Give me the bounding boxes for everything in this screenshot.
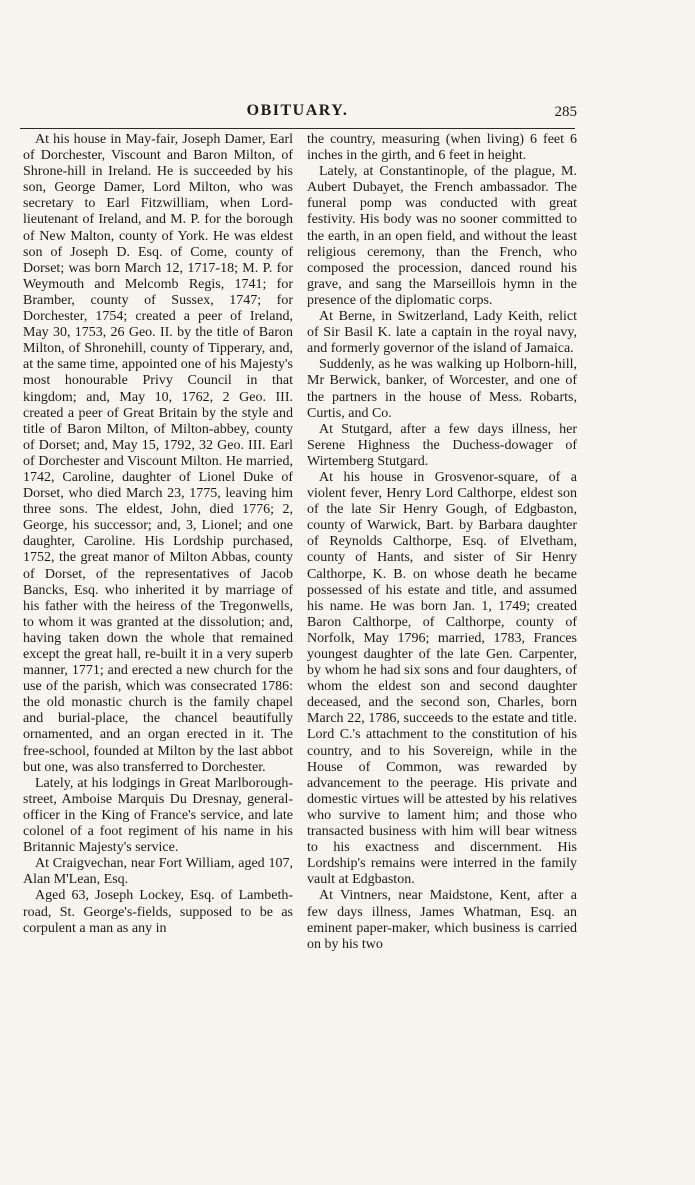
obituary-entry-mlean: At Craigvechan, near Fort William, aged 107, Alan M'Lean, Esq. [23, 856, 293, 888]
obituary-entry-lockey: Aged 63, Joseph Lockey, Esq. of Lambeth-road, St. George's-fields, supposed to be as corpulent a man as any in [23, 888, 293, 936]
obituary-entry-berwick: Suddenly, as he was walking up Holborn-hill, Mr Berwick, banker, of Worcester, and one of the partners in the house of Mess. Robarts, Curtis, and Co. [307, 357, 577, 421]
obituary-entry-duchess-wirtemberg: At Stutgard, after a few days illness, her Serene Highness the Duchess-dowager of Wirtemberg Stutgard. [307, 421, 577, 469]
obituary-entry-damer: At his house in May-fair, Joseph Damer, Earl of Dorchester, Viscount and Baron Milton, of Shrone-hill in Ireland. He is succeeded by his son, George Damer, Lord Milton, who was secretary to Earl Fitzwilliam, when Lord-lieutenant of Ireland, and M. P. for the borough of New Malton, county of York. He was eldest son of Joseph D. Esq. of Come, county of Dorset; was born March 12, 1717-18; M. P. for Weymouth and Melcomb Regis, 1741; for Bramber, county of Sussex, 1747; for Dorchester, 1754; created a peer of Ireland, May 30, 1753, 26 Geo. II. by the title of Baron Milton, of Shronehill, county of Tipperary, and, at the same time, appointed one of his Majesty's most honourable Privy Council in that kingdom; and, May 10, 1762, 2 Geo. III. created a peer of Great Britain by the style and title of Baron Milton, of Milton-abbey, county of Dorset; and, May 15, 1792, 32 Geo. III. Earl of Dorchester and Viscount Milton. He married, 1742, Caroline, daughter of Lionel Duke of Dorset, who died March 23, 1775, leaving him three sons. The eldest, John, died 1776; 2, George, his successor; and, 3, Lionel; and one daughter, Caroline. His Lordship purchased, 1752, the great manor of Milton Abbas, county of Dorset, of the representatives of Jacob Bancks, Esq. who inherited it by marriage of his father with the heiress of the Tregonwells, to whom it was granted at the dissolution; and, having taken down the whole that remained except the great hall, re-built it in a very superb manner, 1771; and erected a new church for the use of the parish, which was consecrated 1786: the old monastic church is the family chapel and burial-place, the chancel beautifully ornamented, and an organ erected in it. The free-school, founded at Milton by the last abbot but one, was also transferred to Dorchester. [23, 132, 293, 775]
right-column [307, 132, 577, 953]
obituary-entry-lockey-continued: the country, measuring (when living) 6 feet 6 inches in the girth, and 6 feet in height. [307, 132, 577, 164]
obituary-entry-whatman: At Vintners, near Maidstone, Kent, after a few days illness, James Whatman, Esq. an eminent paper-maker, which business is carried on by his two [307, 888, 577, 952]
obituary-entry-calthorpe: At his house in Grosvenor-square, of a violent fever, Henry Lord Calthorpe, eldest son of the late Sir Henry Gough, of Edgbaston, county of Warwick, Bart. by Barbara daughter of Reynolds Calthorpe, Esq. of Elvetham, county of Hants, and sister of Sir Henry Calthorpe, K. B. on whose death he became possessed of his estate and title, and assumed his name. He was born Jan. 1, 1749; created Baron Calthorpe, of Calthorpe, county of Norfolk, May 1796; married, 1783, Frances youngest daughter of the late Gen. Carpenter, by whom he had six sons and four daughters, of whom the eldest son and second daughter deceased, and the second son, Charles, born March 22, 1786, succeeds to the estate and title. Lord C.'s attachment to the constitution of his country, and to his Sovereign, while in the House of Common, was rewarded by advancement to the peerage. His private and domestic virtues will be attested by his relatives who survive to lament him; and those who transacted business with him will bear witness to his exactness and discernment. His Lordship's remains were interred in the family vault at Edgbaston. [307, 469, 577, 888]
obituary-entry-du-dresnay: Lately, at his lodgings in Great Marlborough-street, Amboise Marquis Du Dresnay, general-officer in the King of France's service, and late colonel of a foot regiment of his name in his Britannic Majesty's service. [23, 775, 293, 856]
obituary-entry-dubayet: Lately, at Constantinople, of the plague, M. Aubert Dubayet, the French ambassador. The funeral pomp was conducted with great festivity. His body was no sooner committed to the earth, in an open field, and without the least religious ceremony, than the French, who composed the procession, danced round his grave, and sang the Marseillois hymn in the presence of the diplomatic corps. [307, 164, 577, 308]
left-column [23, 132, 293, 937]
obituary-entry-lady-keith: At Berne, in Switzerland, Lady Keith, relict of Sir Basil K. late a captain in the royal navy, and formerly governor of the island of Jamaica. [307, 309, 577, 357]
page-number: 285 [554, 104, 577, 120]
running-title: OBITUARY. [246, 102, 349, 119]
page-header [20, 100, 575, 129]
